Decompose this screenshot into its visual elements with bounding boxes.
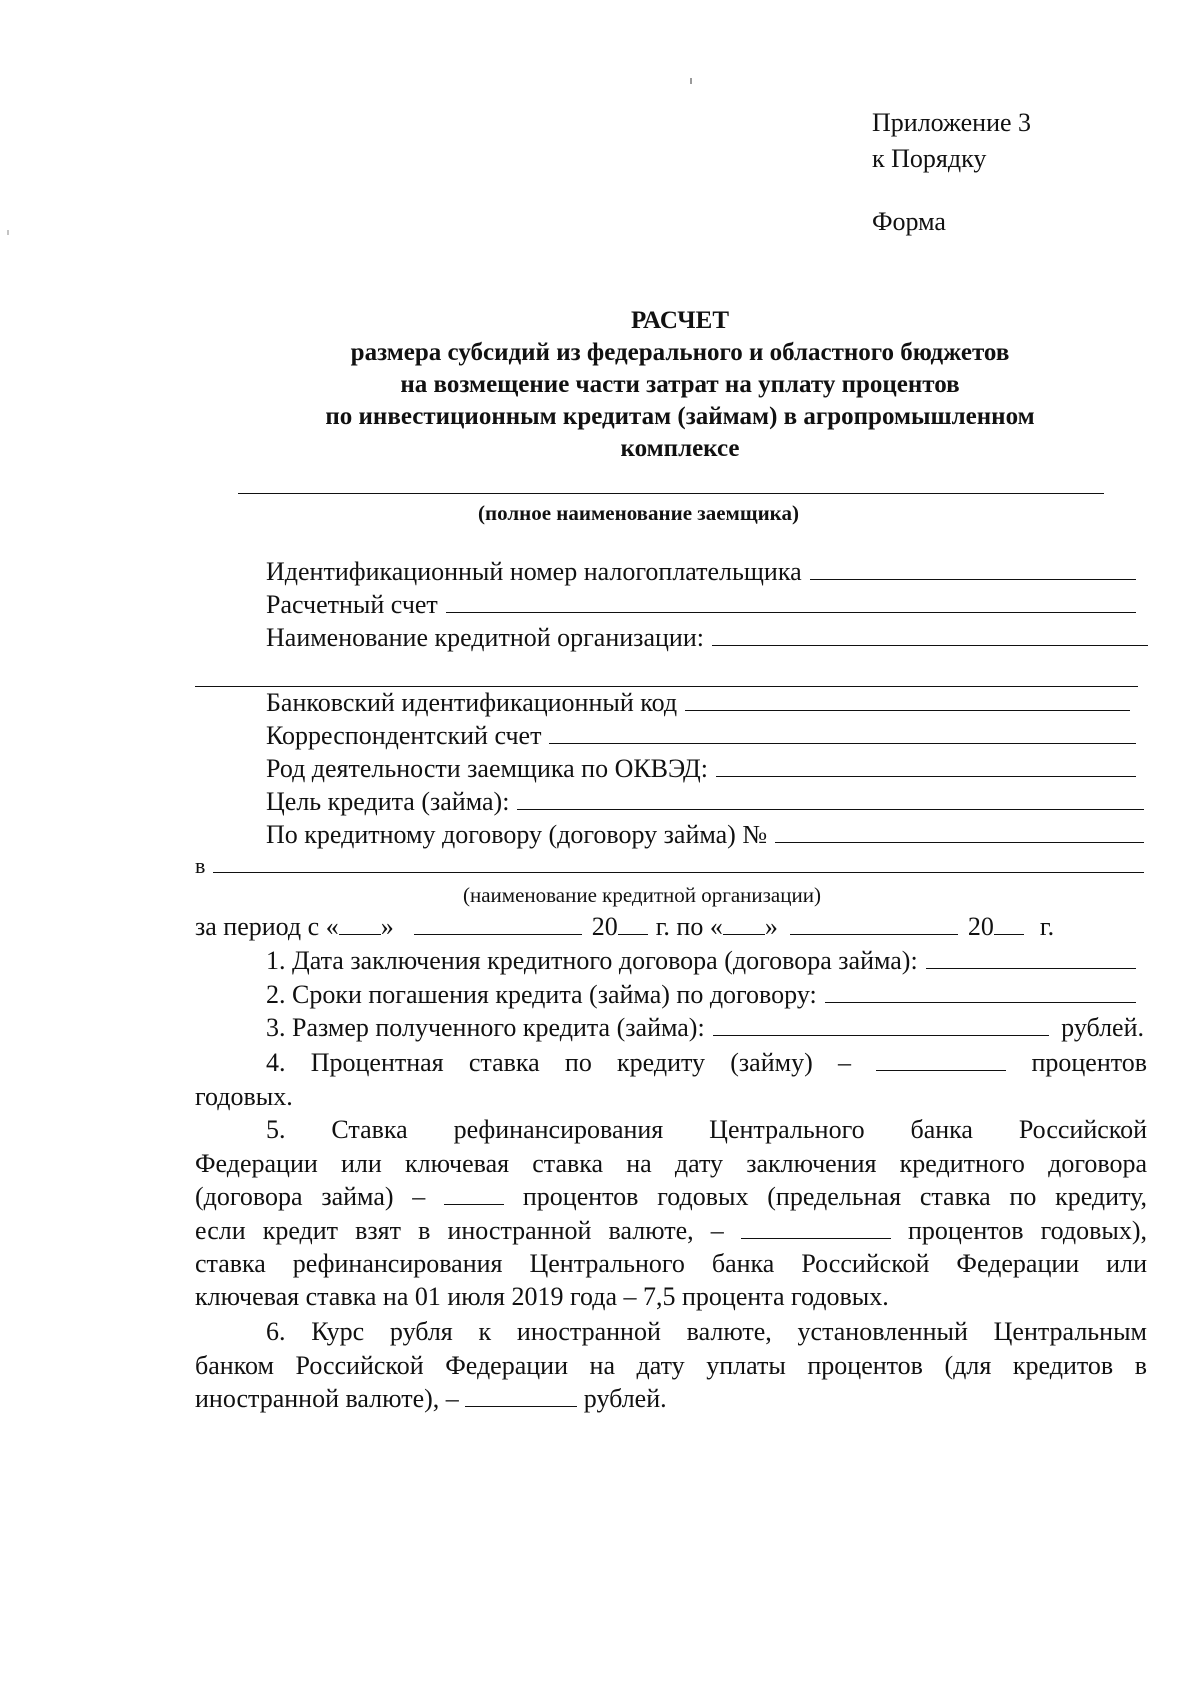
- borrower-name-caption: (полное наименование заемщика): [478, 501, 799, 525]
- scan-mark: [690, 78, 692, 84]
- corr-account-field[interactable]: [549, 721, 1136, 744]
- item4-label: 4. Процентная ставка по кредиту (займу) –: [266, 1048, 851, 1077]
- bank-in-row: [195, 851, 1144, 881]
- item6-line2: банком Российской Федерации на дату уплаты процентов (для кредитов в: [195, 1351, 1147, 1380]
- item5-line6: ключевая ставка на 01 июля 2019 года – 7,5 процента годовых.: [195, 1282, 889, 1311]
- period-start-month-field[interactable]: [414, 912, 582, 935]
- period-year-prefix: 20: [967, 912, 994, 941]
- item5-line3-a: (договора займа) –: [195, 1182, 426, 1211]
- period-quote: »: [764, 912, 778, 941]
- appendix-number: Приложение 3: [872, 108, 1032, 137]
- period-start-year-field[interactable]: [618, 912, 648, 935]
- period-prefix: за период с «: [195, 912, 339, 941]
- bank-name-label: Наименование кредитной организации:: [266, 623, 704, 652]
- refinancing-rate-field[interactable]: [444, 1182, 504, 1205]
- item1-label: 1. Дата заключения кредитного договора (договора займа):: [266, 946, 918, 975]
- in-prefix: в: [195, 853, 206, 878]
- period-end-month-field[interactable]: [790, 912, 958, 935]
- credit-amount-field[interactable]: [713, 1013, 1049, 1036]
- repayment-terms-field[interactable]: [825, 980, 1136, 1003]
- exchange-rate-field[interactable]: [465, 1384, 577, 1407]
- period-year-prefix: 20: [591, 912, 618, 941]
- item5-line4-a: если кредит взят в иностранной валюте, –: [195, 1216, 724, 1245]
- item2-label: 2. Сроки погашения кредита (займа) по договору:: [266, 980, 817, 1009]
- inn-label: Идентификационный номер налогоплательщика: [266, 557, 802, 586]
- bank-name-field[interactable]: [712, 623, 1148, 646]
- okved-row: [266, 754, 1136, 784]
- form-label: Форма: [872, 207, 946, 236]
- period-end-day-field[interactable]: [723, 912, 765, 935]
- foreign-rate-field[interactable]: [741, 1216, 891, 1239]
- item5-line2: Федерации или ключевая ставка на дату заключения кредитного договора: [195, 1149, 1147, 1178]
- document-title: РАСЧЕТ: [630, 307, 729, 334]
- contract-number-field[interactable]: [775, 820, 1144, 843]
- item4-line1: [195, 1046, 1147, 1080]
- interest-rate-field[interactable]: [876, 1048, 1006, 1071]
- credit-organization-field[interactable]: [213, 854, 1144, 873]
- title-line: размера субсидий из федерального и областного бюджетов: [350, 339, 1010, 366]
- period-start-day-field[interactable]: [339, 912, 381, 935]
- item3-label: 3. Размер полученного кредита (займа):: [266, 1013, 705, 1042]
- period-to-label: г. по «: [655, 912, 723, 941]
- scan-mark: [7, 230, 9, 235]
- purpose-row: [266, 787, 1144, 817]
- purpose-field[interactable]: [517, 787, 1144, 810]
- okved-field[interactable]: [716, 754, 1136, 777]
- item4-suffix: процентов: [1031, 1048, 1148, 1077]
- period-year-suffix: г.: [1039, 912, 1055, 941]
- item6-line3: [195, 1382, 1147, 1416]
- item3-row: [266, 1013, 1144, 1043]
- bik-label: Банковский идентификационный код: [266, 688, 678, 717]
- item5-line3-b: процентов годовых (предельная ставка по кредиту,: [522, 1182, 1147, 1211]
- period-end-year-field[interactable]: [994, 912, 1024, 935]
- contract-label: По кредитному договору (договору займа) №: [266, 820, 768, 849]
- appendix-reference: к Порядку: [872, 144, 987, 173]
- item3-suffix: рублей.: [1061, 1013, 1144, 1042]
- inn-row: [266, 557, 1136, 587]
- item6-line1: 6. Курс рубля к иностранной валюте, установленный Центральным: [266, 1317, 1147, 1346]
- title-line: по инвестиционным кредитам (займам) в агропромышленном: [325, 403, 1035, 430]
- item4-line2: годовых.: [195, 1082, 293, 1111]
- bank-name-row: [266, 623, 1148, 653]
- purpose-label: Цель кредита (займа):: [266, 787, 510, 816]
- bik-row: [266, 688, 1130, 718]
- contract-row: [266, 820, 1144, 850]
- credit-organization-caption: (наименование кредитной организации): [463, 883, 821, 907]
- item5-line4: [195, 1214, 1147, 1248]
- item1-row: [266, 946, 1136, 976]
- title-line: на возмещение части затрат на уплату процентов: [400, 371, 960, 398]
- inn-field[interactable]: [810, 557, 1136, 580]
- period-row: [195, 912, 1054, 942]
- account-row: [266, 590, 1136, 620]
- account-field[interactable]: [446, 590, 1136, 613]
- okved-label: Род деятельности заемщика по ОКВЭД:: [266, 754, 708, 783]
- title-line: комплексе: [620, 435, 740, 462]
- item5-line1: 5. Ставка рефинансирования Центрального банка Российской: [266, 1115, 1147, 1144]
- item6-line3-b: рублей.: [583, 1384, 667, 1413]
- account-label: Расчетный счет: [266, 590, 438, 619]
- bank-name-continuation-line[interactable]: [195, 686, 1138, 687]
- corr-account-row: [266, 721, 1136, 751]
- item5-line4-b: процентов годовых),: [907, 1216, 1148, 1245]
- contract-date-field[interactable]: [926, 946, 1136, 969]
- corr-account-label: Корреспондентский счет: [266, 721, 542, 750]
- item5-line3: [195, 1180, 1147, 1214]
- item5-line5: ставка рефинансирования Центрального банка Российской Федерации или: [195, 1249, 1147, 1278]
- item6-line3-a: иностранной валюте), –: [195, 1384, 459, 1413]
- bik-field[interactable]: [685, 688, 1130, 711]
- item2-row: [266, 980, 1136, 1010]
- borrower-name-line[interactable]: [238, 493, 1104, 494]
- period-quote: »: [380, 912, 394, 941]
